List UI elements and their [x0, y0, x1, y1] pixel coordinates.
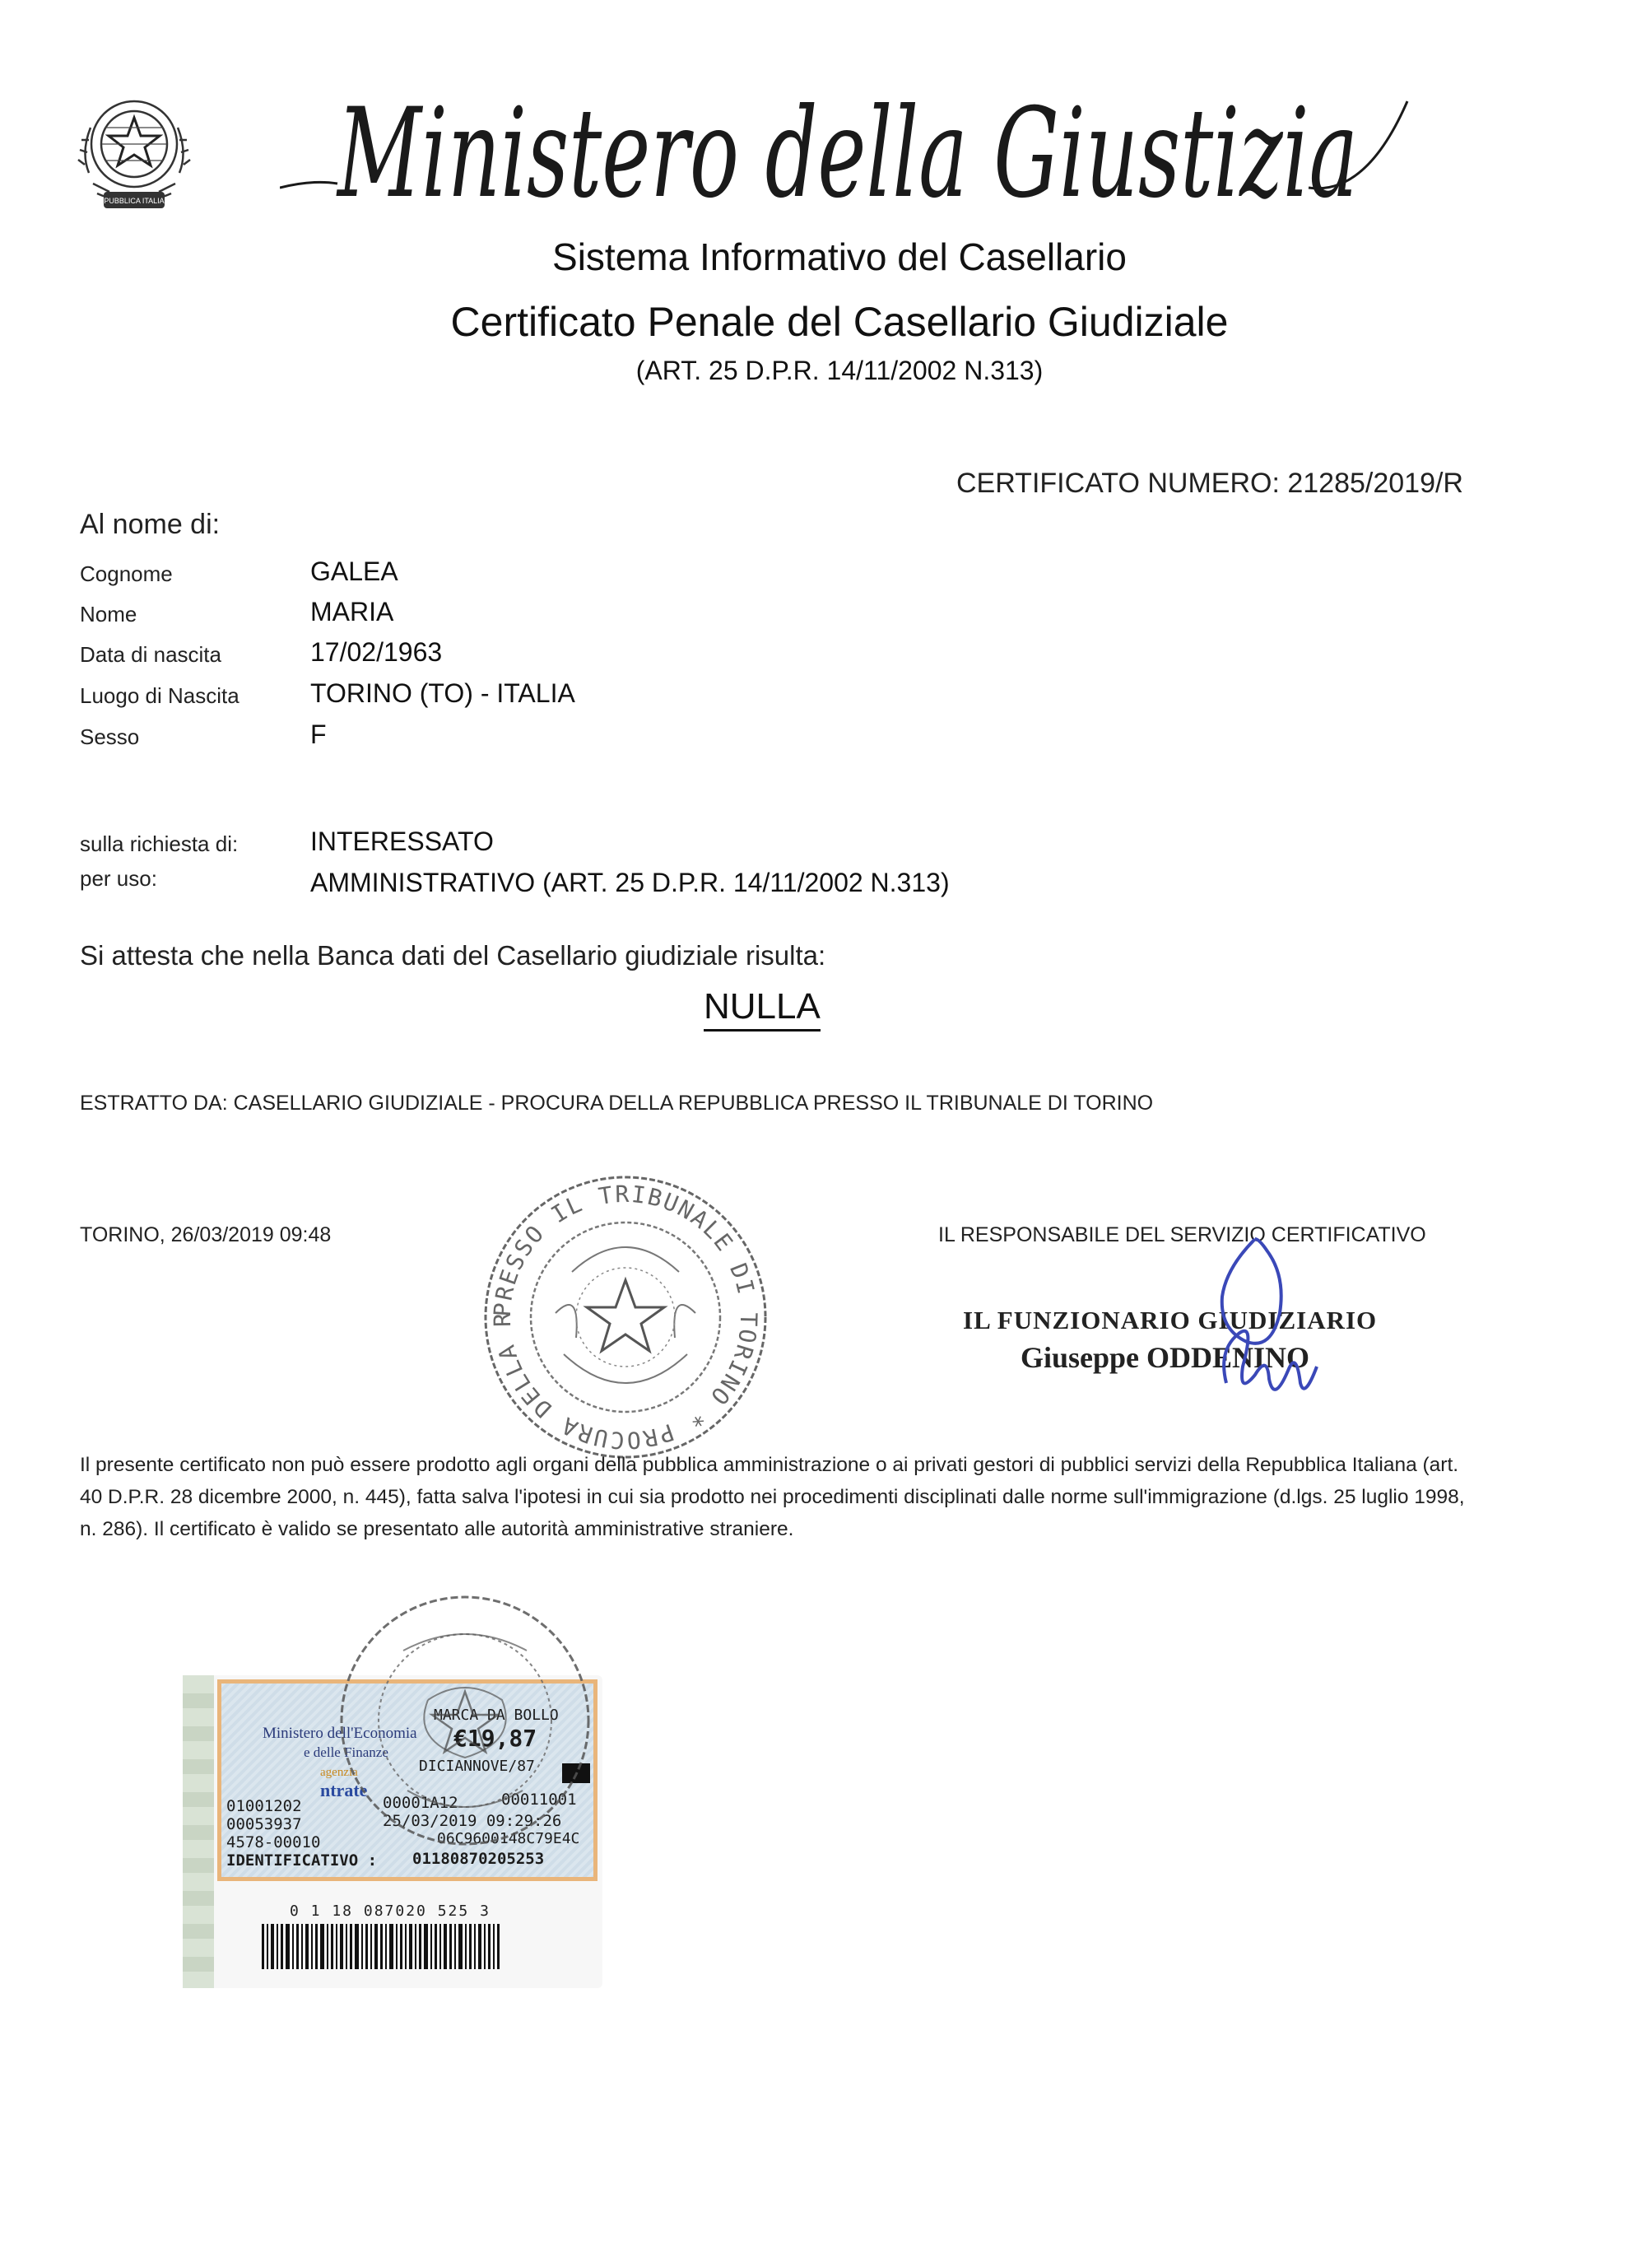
- attestation-text: Si attesta che nella Banca dati del Casellario giudiziale risulta:: [80, 940, 826, 971]
- certificate-title: Certificato Penale del Casellario Giudiziale: [450, 299, 1229, 345]
- stamp-issuer-line1: Ministero dell'Economia: [263, 1725, 417, 1742]
- field-label-surname: Cognome: [80, 561, 173, 586]
- stamp-type: MARCA DA BOLLO: [434, 1707, 559, 1724]
- field-value-sex: F: [310, 720, 327, 749]
- handwritten-signature: [1177, 1235, 1366, 1408]
- barcode: [262, 1924, 500, 1969]
- postmark-seal: [329, 1585, 601, 1856]
- field-value-birthdate: 17/02/1963: [310, 637, 443, 667]
- certificate-number: CERTIFICATO NUMERO: 21285/2019/R: [956, 468, 1463, 499]
- stamp-amount-words: DICIANNOVE/87: [419, 1758, 535, 1775]
- court-seal: [473, 1165, 778, 1469]
- stamp-issuer-line2: e delle Finanze: [304, 1744, 388, 1760]
- field-label-birthdate: Data di nascita: [80, 642, 221, 667]
- field-value-usage: AMMINISTRATIVO (ART. 25 D.P.R. 14/11/2002 N.313): [310, 868, 950, 897]
- stamp-datetime: 25/03/2019 09:29:26: [383, 1812, 562, 1830]
- stamp-code-left-2: 00053937: [226, 1815, 302, 1833]
- stamp-agency-line1: agenzia: [320, 1766, 358, 1779]
- field-label-sex: Sesso: [80, 724, 140, 749]
- ministry-title: [280, 72, 1416, 229]
- field-label-name: Nome: [80, 602, 137, 626]
- subject-heading: Al nome di:: [80, 509, 221, 540]
- field-label-requester: sulla richiesta di:: [80, 831, 239, 856]
- extracted-from: ESTRATTO DA: CASELLARIO GIUDIZIALE - PROCURA DELLA REPUBBLICA PRESSO IL TRIBUNALE DI TORINO: [80, 1092, 1154, 1115]
- stamp-code-right-2: 00011001: [501, 1791, 577, 1809]
- stamp-code-right-1: 00001A12: [383, 1794, 458, 1812]
- result-value: NULLA: [704, 986, 821, 1032]
- field-value-name: MARIA: [310, 597, 394, 626]
- svg-text:REPUBBLICA ITALIANA: REPUBBLICA ITALIANA: [93, 197, 175, 205]
- officer-title: IL FUNZIONARIO GIUDIZIARIO: [963, 1306, 1378, 1334]
- stamp-hologram-strip: [183, 1675, 214, 1988]
- republic-emblem: [72, 86, 196, 218]
- stamp-hash: 06C9600148C79E4C: [437, 1830, 580, 1847]
- field-label-birthplace: Luogo di Nascita: [80, 683, 239, 708]
- legal-reference: (ART. 25 D.P.R. 14/11/2002 N.313): [635, 356, 1044, 385]
- stamp-amount: €19,87: [453, 1725, 537, 1752]
- field-label-usage: per uso:: [80, 866, 157, 891]
- field-value-requester: INTERESSATO: [310, 827, 494, 856]
- stamp-agency-line2: ntrate: [320, 1780, 368, 1800]
- stamp-identifier-label: IDENTIFICATIVO :: [226, 1851, 378, 1870]
- responsible-service: IL RESPONSABILE DEL SERVIZIO CERTIFICATIVO: [938, 1223, 1426, 1246]
- stamp-barcode-number: 0 1 18 087020 525 3: [290, 1902, 491, 1920]
- officer-name: Giuseppe ODDENINO: [1021, 1341, 1310, 1374]
- stamp-code-left-3: 4578-00010: [226, 1833, 321, 1851]
- disclaimer-text: Il presente certificato non può essere prodotto agli organi della pubblica amministrazione o ai privati gestori di pubblici servizi della Repubblica Italiana (art. 40 D.P.R. 28 dicembre 2000, n. 445), fatta salva l'ipotesi in cui sia prodotto nei procedimenti disciplinati dalle norme sull'immigrazione (d.lgs. 25 luglio 1998, n. 286). Il certificato è valido se presentato alle autorità amministrative straniere.: [80, 1454, 1465, 1540]
- stamp-identifier: 01180870205253: [412, 1850, 545, 1868]
- field-value-birthplace: TORINO (TO) - ITALIA: [310, 678, 575, 708]
- svg-text:Ministero della Giustizia: Ministero della Giustizia: [336, 82, 1358, 226]
- system-title: Sistema Informativo del Casellario: [552, 235, 1127, 278]
- svg-text:PRESSO IL TRIBUNALE DI TORINO: PRESSO IL TRIBUNALE DI TORINO * PROCURA DELLA R: [488, 1180, 763, 1455]
- field-value-surname: GALEA: [310, 557, 398, 586]
- stamp-code-left-1: 01001202: [226, 1797, 302, 1815]
- place-date: TORINO, 26/03/2019 09:48: [80, 1223, 332, 1246]
